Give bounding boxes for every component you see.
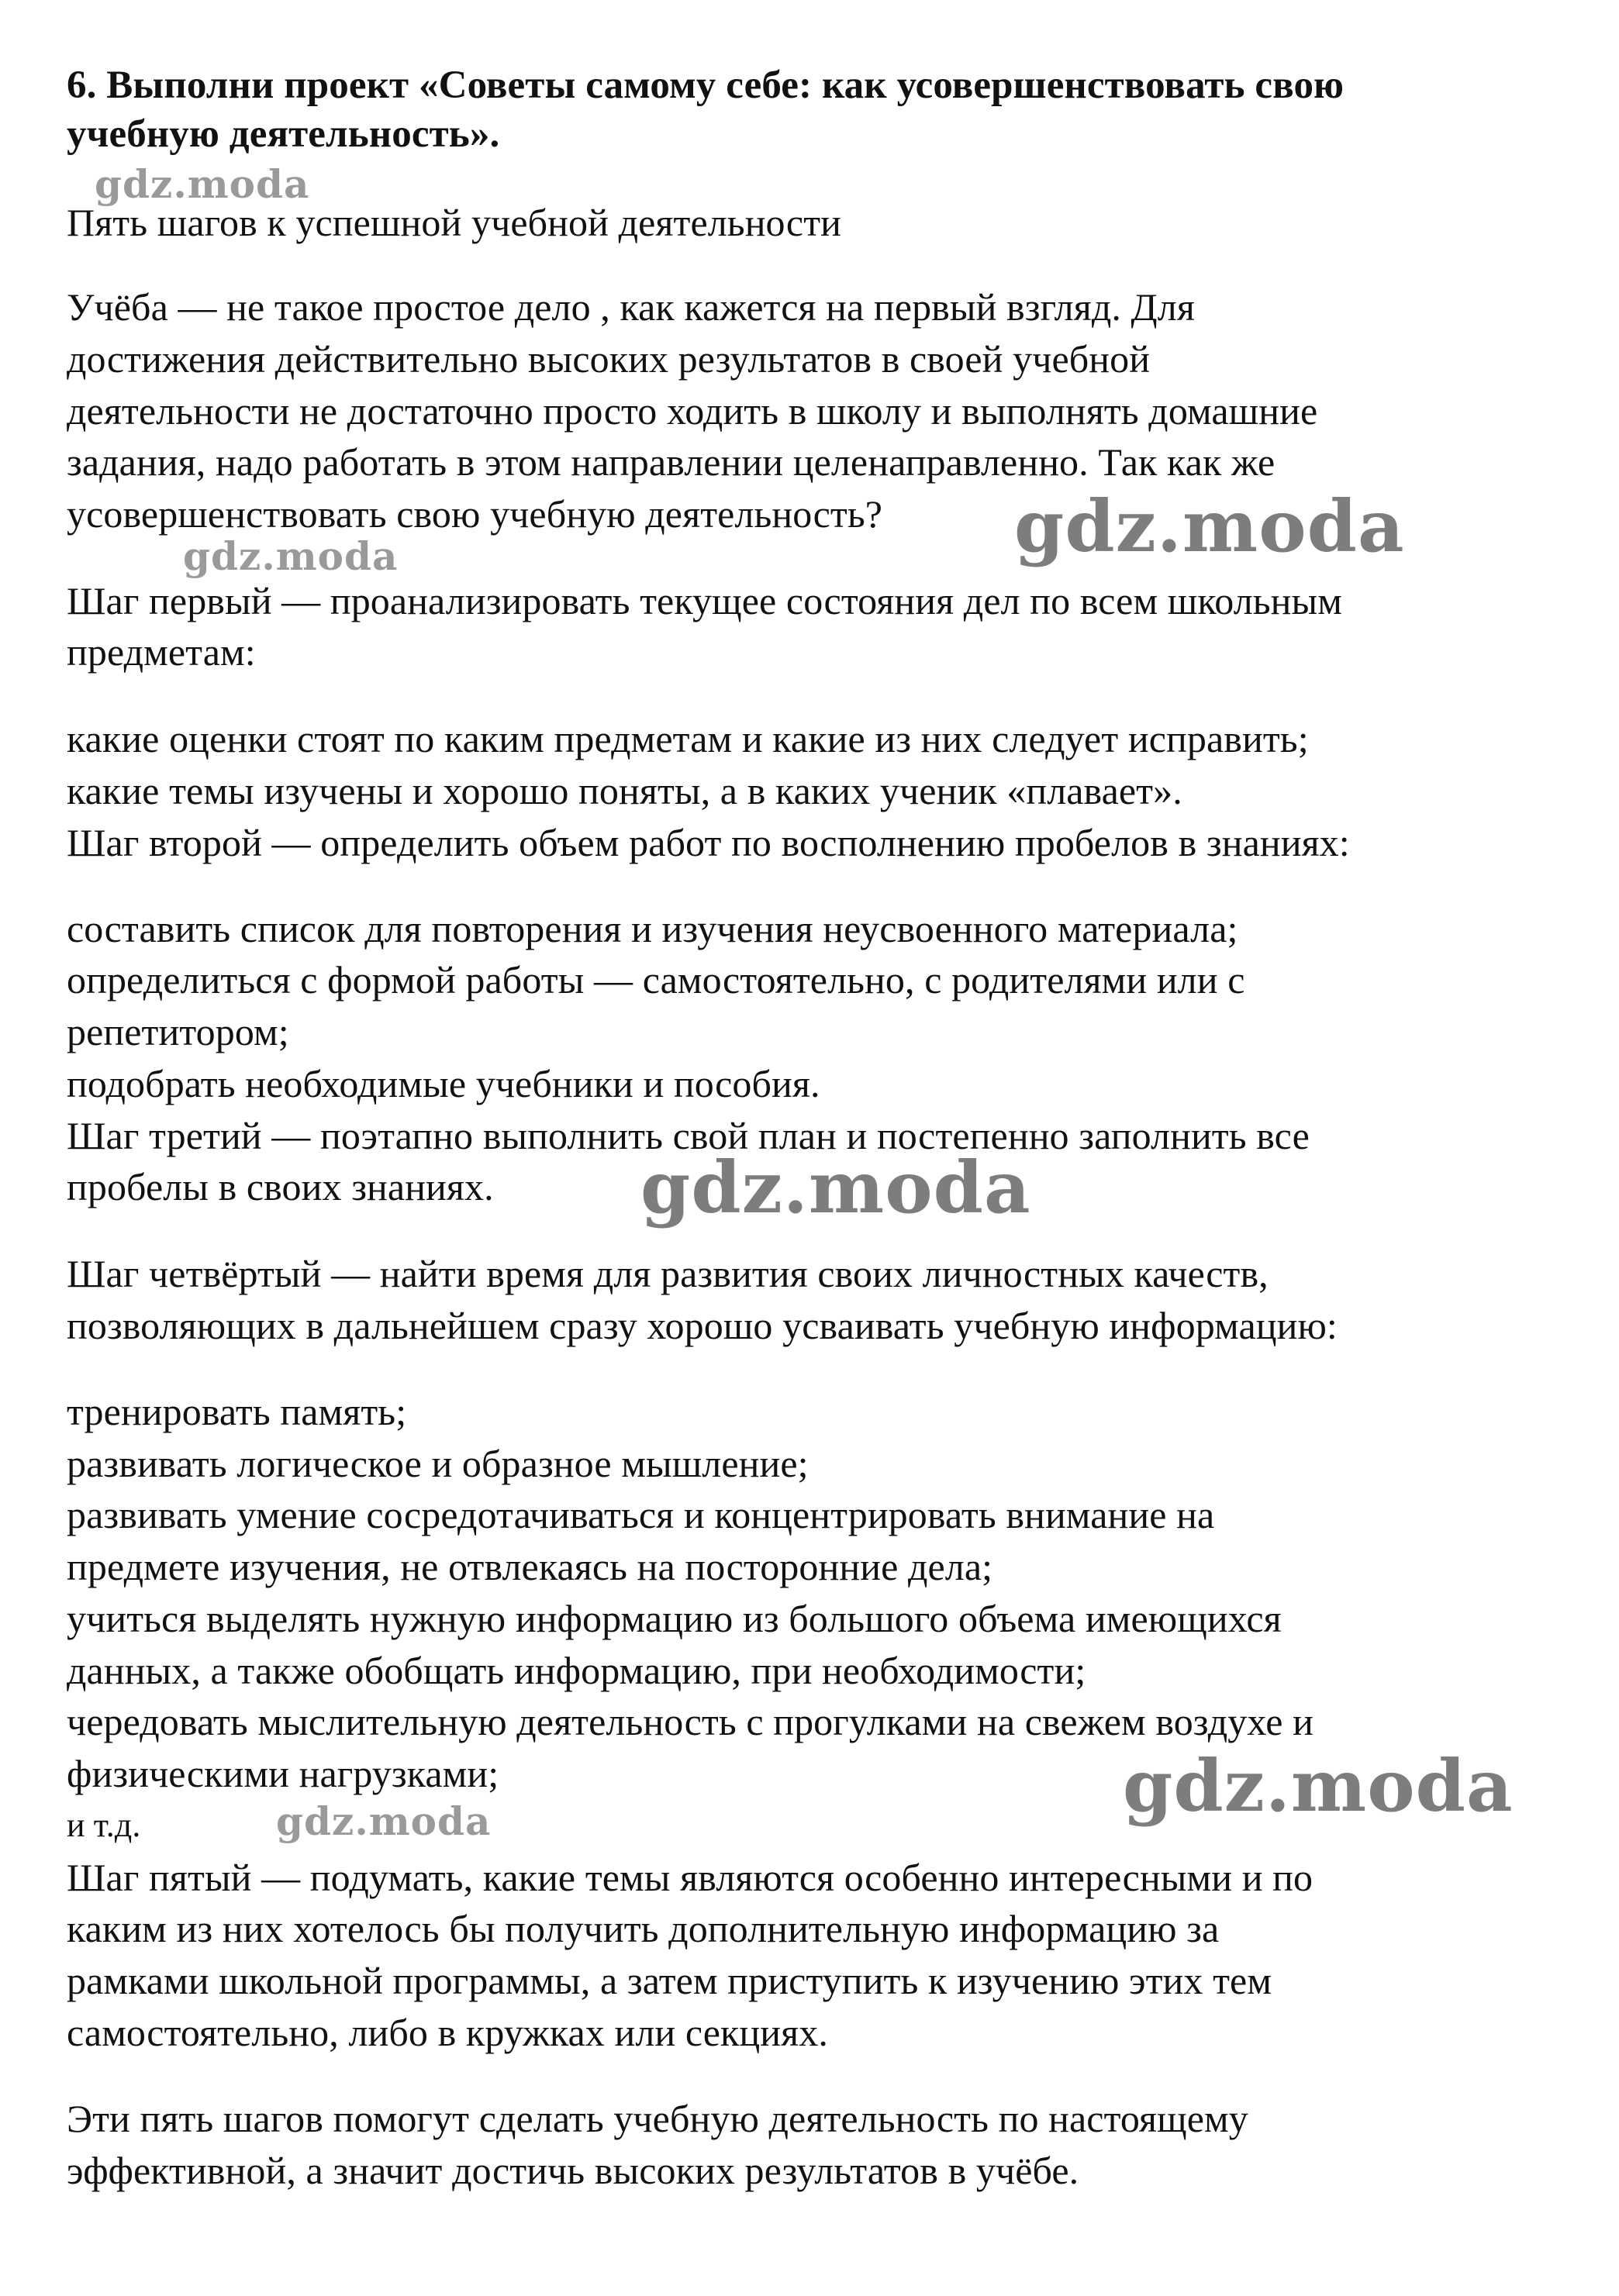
watermark: gdz.moda — [1014, 484, 1405, 568]
step4-item-6: данных, а также обобщать информацию, при необходимости; — [67, 1649, 1086, 1692]
watermark: gdz.moda — [183, 533, 399, 579]
intro-line-2: достижения действительно высоких результатов в своей учебной — [67, 337, 1151, 381]
step1-item-1: какие оценки стоят по каким предметам и какие из них следует исправить; — [67, 717, 1309, 760]
task-title-line-2: учебную деятельность». — [67, 112, 500, 156]
step1-item-2: какие темы изучены и хорошо поняты, а в каких ученик «плавает». — [67, 769, 1182, 812]
intro-line-3: деятельности не достаточно просто ходить в школу и выполнять домашние — [67, 389, 1318, 433]
conclusion-line-2: эффективной, а значит достичь высоких результатов в учёбе. — [67, 2149, 1079, 2192]
step4-line-1: Шаг четвёртый — найти время для развития своих личностных качеств, — [67, 1252, 1269, 1295]
step2-item-1: составить список для повторения и изучения неусвоенного материала; — [67, 907, 1238, 950]
step5-line-2: каким из них хотелось бы получить дополнительную информацию за — [67, 1907, 1220, 1950]
step4-item-3: развивать умение сосредотачиваться и концентрировать внимание на — [67, 1493, 1215, 1536]
step1-line-2: предметам: — [67, 630, 256, 674]
step2-item-4: подобрать необходимые учебники и пособия. — [67, 1062, 820, 1105]
watermark: gdz.moda — [640, 1146, 1031, 1229]
step1-line-1: Шаг первый — проанализировать текущее состояния дел по всем школьным — [67, 579, 1342, 622]
step2-line: Шаг второй — определить объем работ по восполнению пробелов в знаниях: — [67, 821, 1350, 864]
step4-item-5: учиться выделять нужную информацию из большого объема имеющихся — [67, 1597, 1282, 1640]
step3-line-1: Шаг третий — поэтапно выполнить свой план и постепенно заполнить все — [67, 1114, 1310, 1157]
step2-item-2: определиться с формой работы — самостоятельно, с родителями или с — [67, 958, 1245, 1001]
watermark: gdz.moda — [276, 1798, 492, 1844]
conclusion-line-1: Эти пять шагов помогут сделать учебную деятельность по настоящему — [67, 2097, 1248, 2140]
intro-line-4: задания, надо работать в этом направлении целенаправленно. Так как же — [67, 440, 1276, 484]
step4-item-7: чередовать мыслительную деятельность с прогулками на свежем воздухе и — [67, 1700, 1313, 1743]
step2-item-3: репетитором; — [67, 1010, 289, 1053]
intro-line-5: усовершенствовать свою учебную деятельность? — [67, 492, 883, 536]
step4-item-2: развивать логическое и образное мышление; — [67, 1442, 809, 1485]
task-title-line-1: 6. Выполни проект «Советы самому себе: как усовершенствовать свою — [67, 64, 1345, 107]
watermark: gdz.moda — [1123, 1744, 1514, 1828]
intro-line-1: Учёба — не такое простое дело , как кажется на первый взгляд. Для — [67, 285, 1195, 329]
step5-line-3: рамками школьной программы, а затем приступить к изучению этих тем — [67, 1959, 1272, 2002]
step5-line-4: самостоятельно, либо в кружках или секциях. — [67, 2011, 828, 2054]
step4-item-1: тренировать память; — [67, 1390, 407, 1433]
step5-line-1: Шаг пятый — подумать, какие темы являются особенно интересными и по — [67, 1856, 1313, 1899]
step4-item-4: предмете изучения, не отвлекаясь на посторонние дела; — [67, 1545, 993, 1588]
watermark: gdz.moda — [95, 161, 310, 207]
step3-line-2: пробелы в своих знаниях. — [67, 1165, 494, 1208]
section-heading: Пять шагов к успешной учебной деятельности — [67, 201, 841, 244]
step4-line-2: позволяющих в дальнейшем сразу хорошо усваивать учебную информацию: — [67, 1304, 1338, 1347]
step4-item-8: физическими нагрузками; — [67, 1752, 499, 1795]
step4-item-9: и т.д. — [67, 1806, 141, 1844]
